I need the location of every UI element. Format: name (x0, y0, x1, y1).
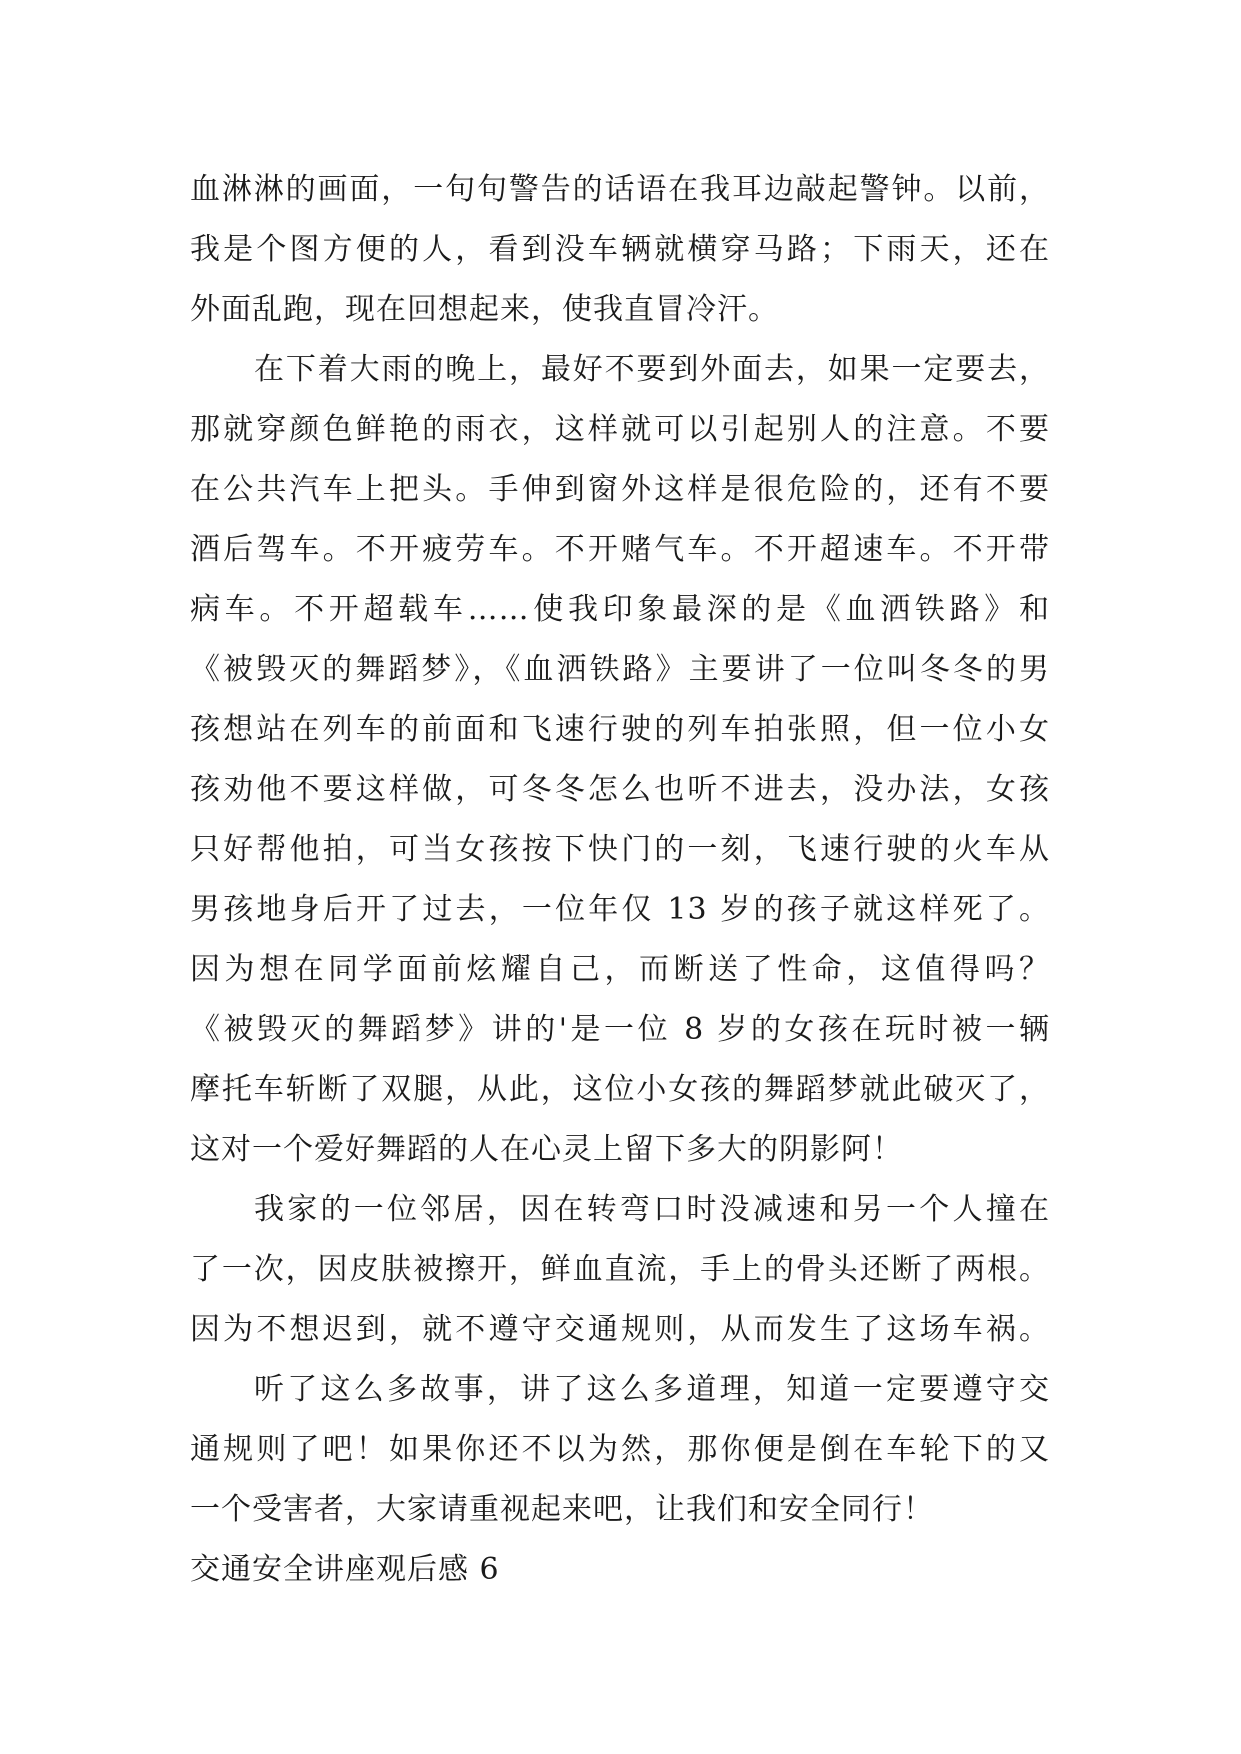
text-line: 听了这么多故事，讲了这么多道理，知道一定要遵守交 (254, 1372, 1050, 1407)
text-line: 摩托车斩断了双腿，从此，这位小女孩的舞蹈梦就此破灭了， (190, 1072, 1050, 1107)
paragraph-4 (190, 1360, 1050, 1540)
text-line: 外面乱跑，现在回想起来，使我直冒冷汗。 (190, 292, 779, 327)
section-heading: 交通安全讲座观后感 6 (190, 1552, 500, 1587)
paragraph-1 (190, 160, 1050, 340)
paragraph-2 (190, 340, 1050, 1180)
text-line: 孩劝他不要这样做，可冬冬怎么也听不进去，没办法，女孩 (190, 772, 1050, 807)
text-line: 病车。不开超载车……使我印象最深的是《血洒铁路》和 (190, 592, 1050, 627)
text-line: 《被毁灭的舞蹈梦》，《血洒铁路》主要讲了一位叫冬冬的男 (190, 652, 1050, 687)
text-line: 在下着大雨的晚上，最好不要到外面去，如果一定要去， (254, 352, 1050, 387)
text-line: 酒后驾车。不开疲劳车。不开赌气车。不开超速车。不开带 (190, 532, 1050, 567)
text-line: 血淋淋的画面，一句句警告的话语在我耳边敲起警钟。以前， (190, 172, 1050, 207)
text-line: 因为不想迟到，就不遵守交通规则，从而发生了这场车祸。 (190, 1312, 1050, 1347)
text-line: 我家的一位邻居，因在转弯口时没减速和另一个人撞在 (254, 1192, 1050, 1227)
text-line: 这对一个爱好舞蹈的人在心灵上留下多大的阴影阿！ (190, 1132, 903, 1167)
text-line: 孩想站在列车的前面和飞速行驶的列车拍张照，但一位小女 (190, 712, 1050, 747)
text-line: 因为想在同学面前炫耀自己，而断送了性命，这值得吗？ (190, 952, 1050, 987)
text-line: 只好帮他拍，可当女孩按下快门的一刻，飞速行驶的火车从 (190, 832, 1050, 867)
text-line: 男孩地身后开了过去，一位年仅 13 岁的孩子就这样死了。 (190, 892, 1050, 927)
text-line: 《被毁灭的舞蹈梦》讲的'是一位 8 岁的女孩在玩时被一辆 (190, 1012, 1050, 1047)
document-body (190, 160, 1050, 1600)
paragraph-3 (190, 1180, 1050, 1360)
text-line: 那就穿颜色鲜艳的雨衣，这样就可以引起别人的注意。不要 (190, 412, 1050, 447)
text-line: 在公共汽车上把头。手伸到窗外这样是很危险的，还有不要 (190, 472, 1050, 507)
text-line: 我是个图方便的人，看到没车辆就横穿马路；下雨天，还在 (190, 232, 1050, 267)
text-line: 一个受害者，大家请重视起来吧，让我们和安全同行！ (190, 1492, 934, 1527)
text-line: 了一次，因皮肤被擦开，鲜血直流，手上的骨头还断了两根。 (190, 1252, 1050, 1287)
text-line: 通规则了吧！如果你还不以为然，那你便是倒在车轮下的又 (190, 1432, 1050, 1467)
